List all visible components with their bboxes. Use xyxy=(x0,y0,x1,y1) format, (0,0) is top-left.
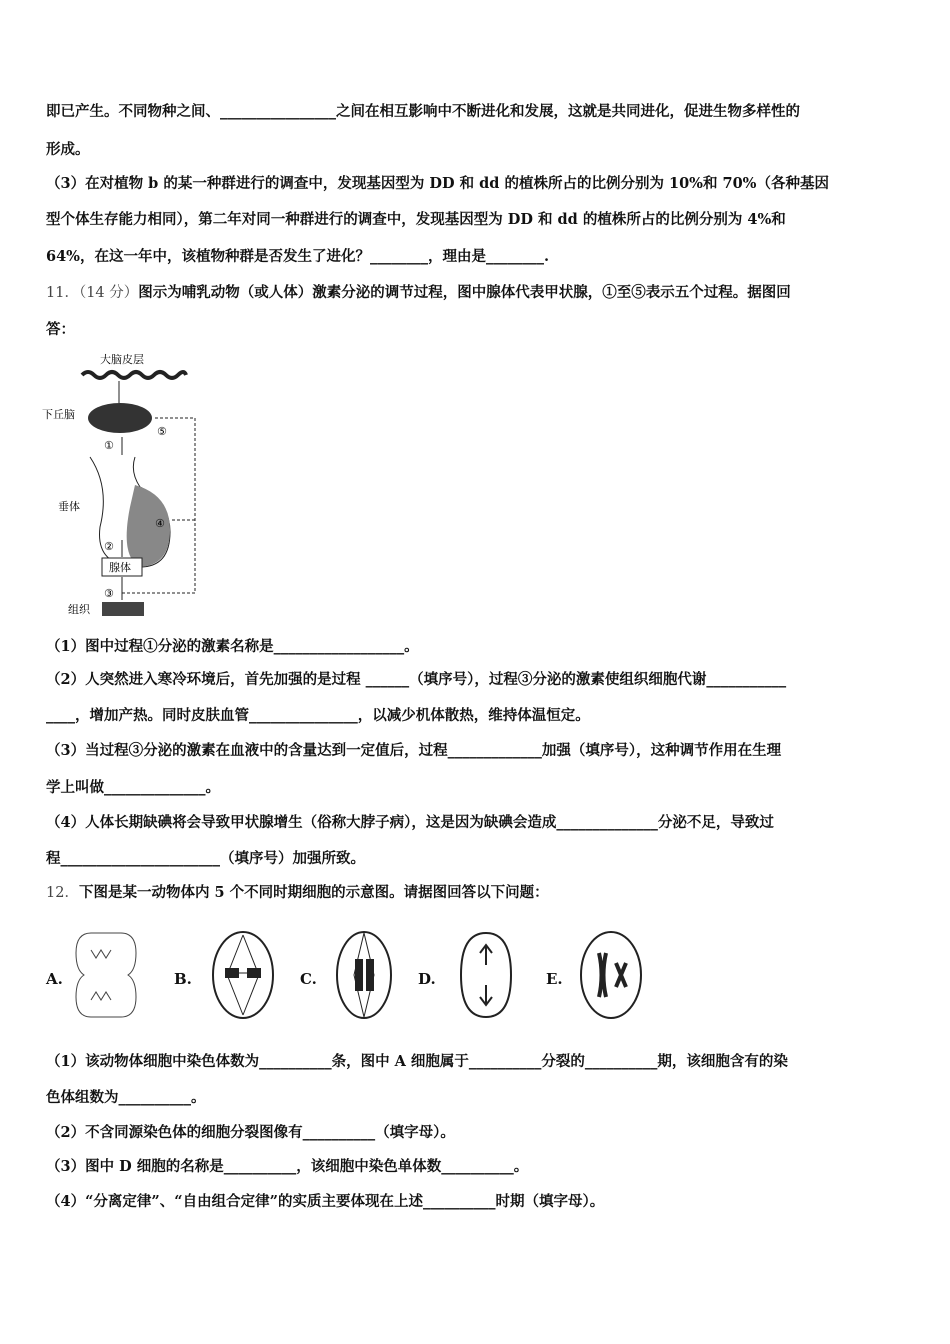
cell-figures xyxy=(46,925,666,1025)
question-number: 12． xyxy=(46,885,79,901)
text-line: 答： xyxy=(46,321,75,338)
hypothalamus-shape xyxy=(88,403,152,433)
text-line: （1）图中过程①分泌的激素名称是__________________。 xyxy=(46,638,419,655)
text-line: （1）该动物体细胞中染色体数为__________条，图中 A 细胞属于__________分裂的__________期，该细胞含有的染 xyxy=(46,1053,788,1070)
question-number: 11． xyxy=(46,285,79,301)
stem-text: 下图是某一动物体内 5 个不同时期细胞的示意图。请据图回答以下问题： xyxy=(78,884,549,901)
text-line: （3）图中 D 细胞的名称是__________，该细胞中染色单体数__________。 xyxy=(46,1158,529,1175)
text-line: 即已产生。不同物种之间、________________之间在相互影响中不断进化和发展，这就是共同进化，促进生物多样性的 xyxy=(46,103,800,120)
cell-b xyxy=(213,932,273,1018)
cell-label-b: B. xyxy=(174,970,192,988)
cell-label-d: D. xyxy=(418,970,436,988)
text-line: 程______________________（填序号）加强所致。 xyxy=(46,850,365,867)
text-line: ____，增加产热。同时皮肤血管_______________，以减少机体散热，维持体温恒定。 xyxy=(46,707,590,724)
text-line: （2）不含同源染色体的细胞分裂图像有__________（填字母）。 xyxy=(46,1124,455,1141)
stem-text: 图示为哺乳动物（或人体）激素分泌的调节过程，图中腺体代表甲状腺，①至⑤表示五个过程。据图回 xyxy=(138,284,791,301)
label-hypothalamus: 下丘脑 xyxy=(42,408,75,421)
question-score: （14 分） xyxy=(78,285,139,301)
text-line: （3）当过程③分泌的激素在血液中的含量达到一定值后，过程_____________加强（填序号），这种调节作用在生理 xyxy=(46,742,782,759)
label-process-4: ④ xyxy=(155,517,165,530)
tissue-shape xyxy=(102,602,144,616)
label-process-2: ② xyxy=(104,540,114,553)
text-line: （3）在对植物 b 的某一种群进行的调查中，发现基因型为 DD 和 dd 的植株所占的比例分别为 10%和 70%（各种基因 xyxy=(46,175,829,192)
question-11-stem xyxy=(46,283,791,303)
cell-label-a: A. xyxy=(46,970,63,988)
cell-e xyxy=(581,932,641,1018)
label-process-3: ③ xyxy=(104,587,114,600)
text-line: （4）“分离定律”、“自由组合定律”的实质主要体现在上述__________时期（填字母）。 xyxy=(46,1193,605,1210)
label-tissue: 组织 xyxy=(68,603,90,616)
label-pituitary: 垂体 xyxy=(58,500,80,513)
question-12-stem xyxy=(46,883,549,903)
cell-label-c: C. xyxy=(300,970,317,988)
hormone-regulation-diagram xyxy=(42,345,220,620)
cell-d xyxy=(461,933,511,1017)
cell-label-e: E. xyxy=(546,970,563,988)
text-line: 型个体生存能力相同），第二年对同一种群进行的调查中，发现基因型为 DD 和 dd 的植株所占的比例分别为 4%和 xyxy=(46,211,786,228)
label-cortex: 大脑皮层 xyxy=(100,353,144,366)
text-line: 形成。 xyxy=(46,141,90,158)
text-line: （4）人体长期缺碘将会导致甲状腺增生（俗称大脖子病），这是因为缺碘会造成______________分泌不足，导致过 xyxy=(46,814,774,831)
cell-c xyxy=(337,932,391,1018)
text-line: （2）人突然进入寒冷环境后，首先加强的是过程 ______（填序号），过程③分泌的激素使组织细胞代谢___________ xyxy=(46,671,787,688)
text-line: 色体组数为__________。 xyxy=(46,1089,206,1106)
label-process-1: ① xyxy=(104,439,114,452)
label-process-5: ⑤ xyxy=(157,425,167,438)
text-line: 64%，在这一年中，该植物种群是否发生了进化？________，理由是________. xyxy=(46,248,550,265)
cell-a xyxy=(76,933,136,1017)
label-gland: 腺体 xyxy=(109,561,131,574)
cortex-shape xyxy=(82,372,186,378)
text-line: 学上叫做______________。 xyxy=(46,779,220,796)
